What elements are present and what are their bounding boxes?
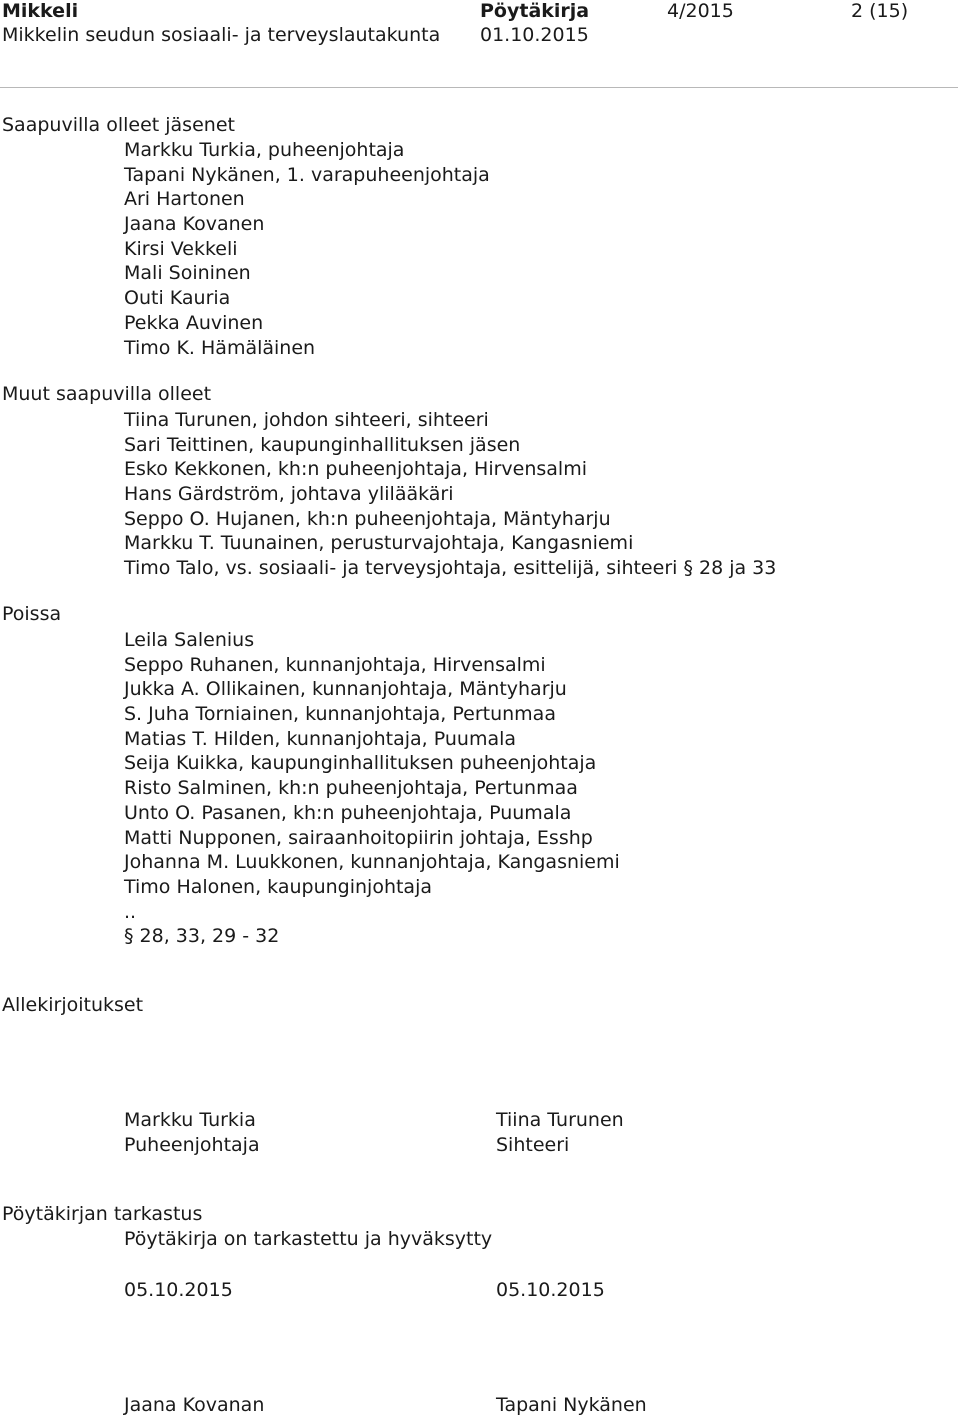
- document-type: Pöytäkirja: [480, 0, 590, 22]
- list-item: Sari Teittinen, kaupunginhallituksen jäsen: [124, 433, 521, 456]
- list-item: Leila Salenius: [124, 629, 255, 651]
- header-divider: [0, 87, 958, 88]
- board-name: Mikkelin seudun sosiaali- ja terveyslautakunta: [2, 24, 441, 46]
- meeting-number: 4/2015: [667, 0, 734, 22]
- page-number: 2 (15): [851, 0, 909, 22]
- list-item: Timo Halonen, kaupunginjohtaja: [124, 875, 432, 898]
- municipality-name: Mikkeli: [2, 0, 79, 22]
- reviewer-right-name: Tapani Nykänen: [496, 1394, 647, 1416]
- list-item: Jukka A. Ollikainen, kunnanjohtaja, Mäntyharju: [124, 678, 567, 701]
- secretary-name: Tiina Turunen: [496, 1109, 624, 1131]
- list-item: § 28, 33, 29 - 32: [124, 925, 280, 948]
- list-item: Mali Soininen: [124, 262, 251, 285]
- list-item: Timo Talo, vs. sosiaali- ja terveysjohtaja, esittelijä, sihteeri § 28 ja 33: [124, 557, 777, 580]
- list-item: Seppo O. Hujanen, kh:n puheenjohtaja, Mäntyharju: [124, 507, 611, 530]
- list-item: Hans Gärdström, johtava ylilääkäri: [124, 483, 454, 506]
- review-date-left: 05.10.2015: [124, 1279, 233, 1301]
- list-item: Ari Hartonen: [124, 188, 245, 211]
- present-heading: Saapuvilla olleet jäsenet: [2, 114, 235, 136]
- list-item: Matti Nupponen, sairaanhoitopiirin johtaja, Esshp: [124, 826, 593, 849]
- list-item: Jaana Kovanen: [124, 213, 265, 236]
- review-statement: Pöytäkirja on tarkastettu ja hyväksytty: [124, 1228, 493, 1250]
- list-item: Tiina Turunen, johdon sihteeri, sihteeri: [124, 409, 489, 431]
- list-item: Johanna M. Luukkonen, kunnanjohtaja, Kangasniemi: [124, 851, 620, 874]
- list-item: Markku T. Tuunainen, perusturvajohtaja, Kangasniemi: [124, 532, 634, 555]
- list-item: Kirsi Vekkeli: [124, 237, 238, 260]
- list-item: Matias T. Hilden, kunnanjohtaja, Puumala: [124, 727, 517, 750]
- reviewer-left-name: Jaana Kovanan: [124, 1394, 265, 1416]
- others-list: [124, 408, 776, 581]
- chair-name: Markku Turkia: [124, 1109, 256, 1131]
- list-item: Timo K. Hämäläinen: [124, 336, 316, 359]
- signatures-heading: Allekirjoitukset: [2, 994, 144, 1016]
- list-item: S. Juha Torniainen, kunnanjohtaja, Pertunmaa: [124, 703, 556, 726]
- absent-list: [124, 628, 620, 949]
- meeting-date: 01.10.2015: [480, 24, 589, 46]
- list-item: Unto O. Pasanen, kh:n puheenjohtaja, Puumala: [124, 801, 572, 824]
- list-item: Seija Kuikka, kaupunginhallituksen puheenjohtaja: [124, 752, 597, 775]
- absent-heading: Poissa: [2, 603, 62, 625]
- review-heading: Pöytäkirjan tarkastus: [2, 1203, 203, 1225]
- secretary-title: Sihteeri: [496, 1134, 570, 1156]
- list-item: Markku Turkia, puheenjohtaja: [124, 139, 405, 161]
- list-item: Esko Kekkonen, kh:n puheenjohtaja, Hirvensalmi: [124, 458, 587, 481]
- list-item: Seppo Ruhanen, kunnanjohtaja, Hirvensalmi: [124, 653, 546, 676]
- list-item: Outi Kauria: [124, 287, 231, 310]
- chair-title: Puheenjohtaja: [124, 1134, 260, 1156]
- list-item: Pekka Auvinen: [124, 311, 264, 334]
- review-date-right: 05.10.2015: [496, 1279, 605, 1301]
- others-heading: Muut saapuvilla olleet: [2, 383, 212, 405]
- list-item: ..: [124, 900, 137, 923]
- present-members-list: [124, 138, 490, 360]
- list-item: Risto Salminen, kh:n puheenjohtaja, Pertunmaa: [124, 777, 578, 800]
- list-item: Tapani Nykänen, 1. varapuheenjohtaja: [124, 163, 490, 186]
